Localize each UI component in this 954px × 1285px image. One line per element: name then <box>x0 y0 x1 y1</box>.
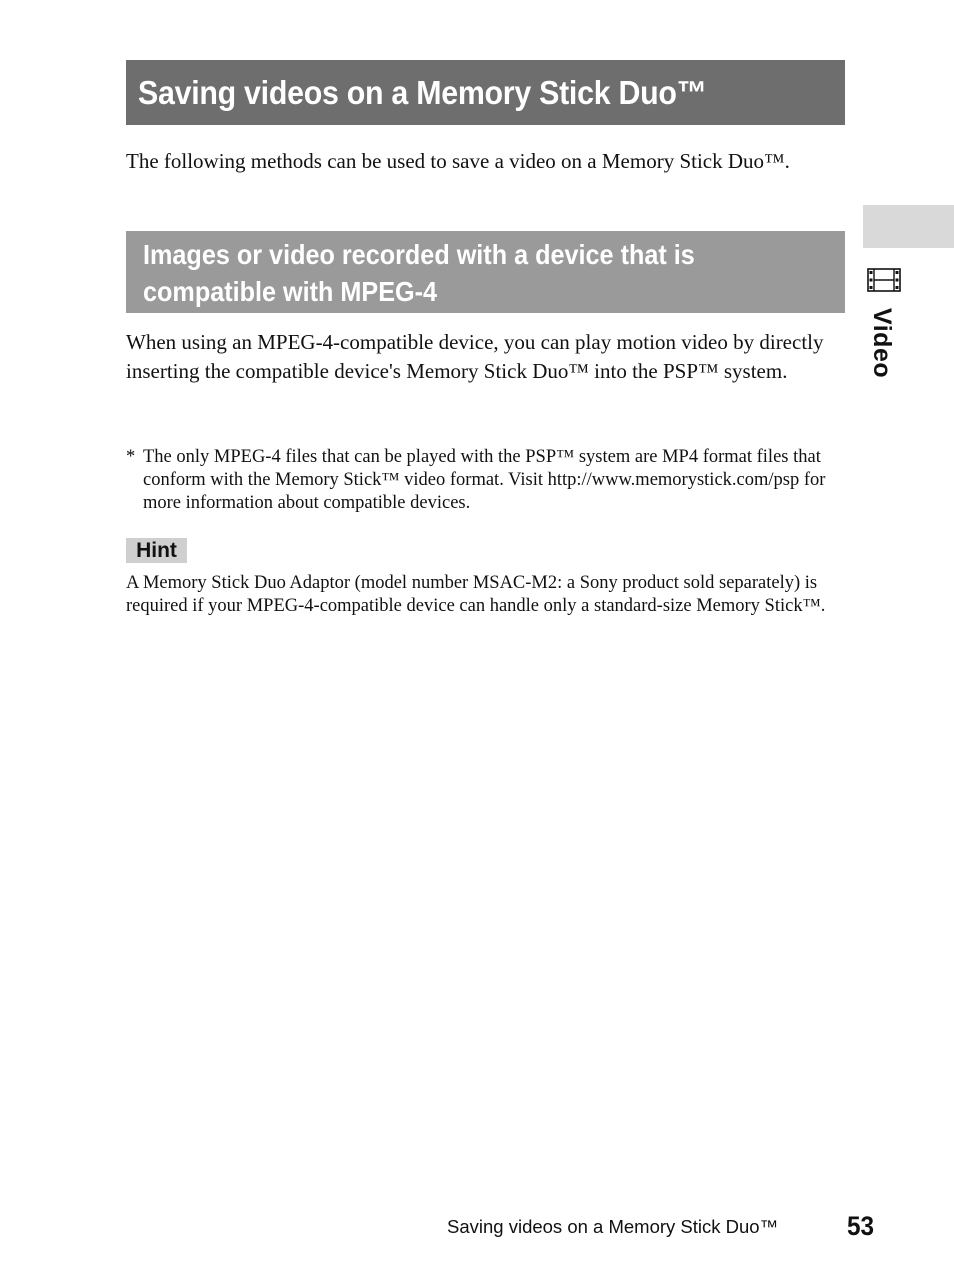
footnote-marker: * <box>126 447 136 467</box>
section-heading-bar <box>126 231 845 313</box>
footer-running-title: Saving videos on a Memory Stick Duo™ <box>447 1216 779 1237</box>
footnote-text: The only MPEG-4 files that can be played with the PSP™ system are MP4 format files that conform with the Memory Stick™ video format. Visit http://www.memorystick.com/psp for more information about compatible devices. <box>143 447 826 513</box>
side-section-label: Video <box>868 308 896 379</box>
section-body: When using an MPEG-4-compatible device, you can play motion video by directly inserting the compatible device's Memory Stick Duo™ into the PSP™ system. <box>126 330 824 383</box>
intro-paragraph: The following methods can be used to save a video on a Memory Stick Duo™. <box>126 149 790 173</box>
hint-badge: Hint <box>126 538 187 563</box>
footnote <box>126 446 846 515</box>
page-number: 53 <box>847 1211 875 1241</box>
section-heading: Images or video recorded with a device that is compatible with MPEG-4 <box>143 239 695 307</box>
hint-text: A Memory Stick Duo Adaptor (model number MSAC-M2: a Sony product sold separately) is required if your MPEG-4-compatible device can handle only a standard-size Memory Stick™. <box>126 573 826 616</box>
film-icon <box>867 268 901 292</box>
page-title-bar <box>126 60 845 125</box>
page-title: Saving videos on a Memory Stick Duo™ <box>138 73 707 111</box>
side-tab <box>863 205 954 248</box>
